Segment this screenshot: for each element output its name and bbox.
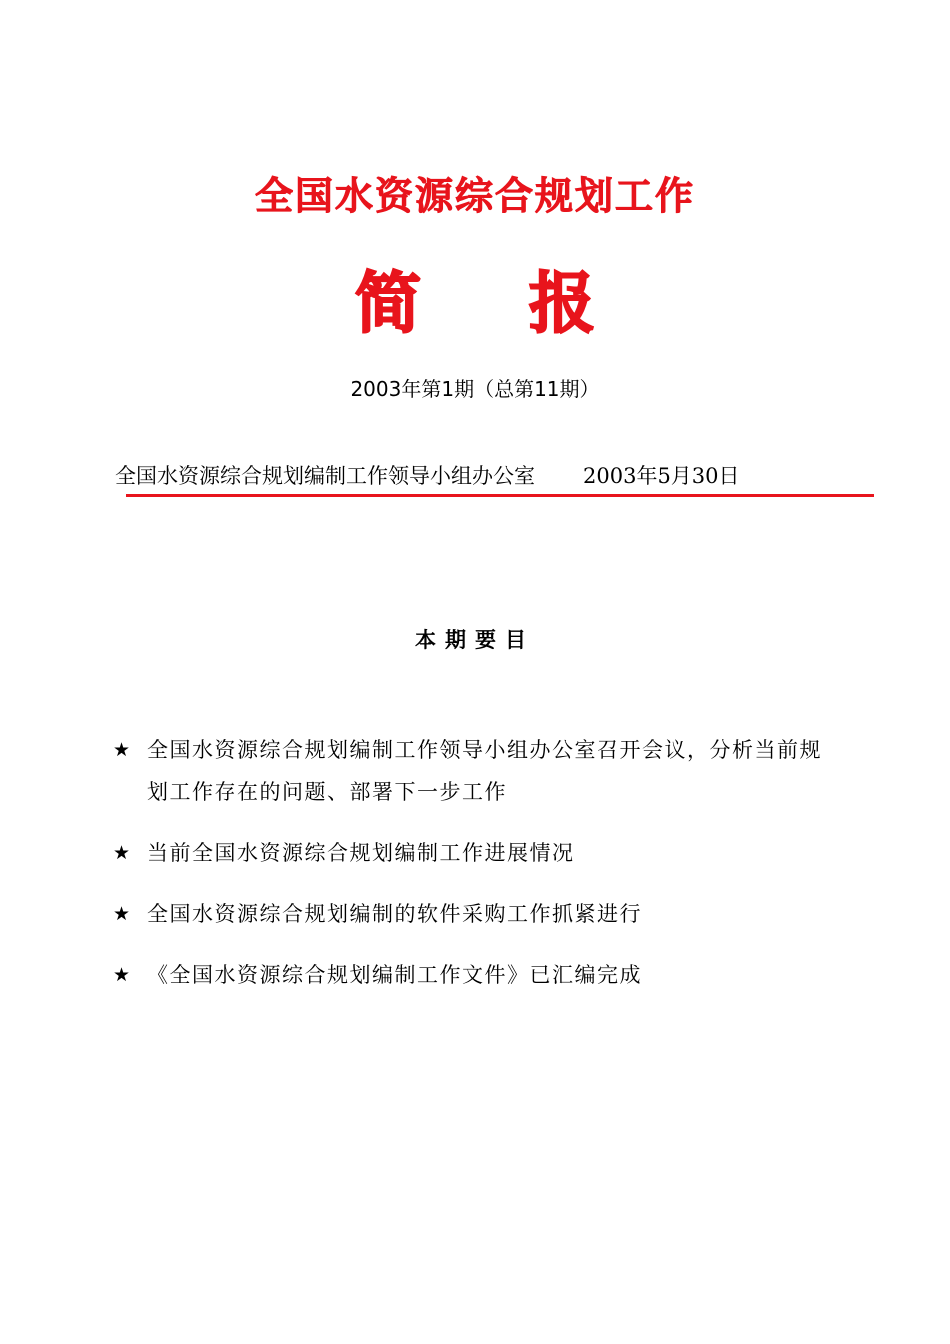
publisher-name: 全国水资源综合规划编制工作领导小组办公室 bbox=[115, 464, 535, 488]
contents-list bbox=[113, 729, 843, 1015]
contents-item-text: 全国水资源综合规划编制工作领导小组办公室召开会议，分析当前规划工作存在的问题、部署下一步工作 bbox=[147, 738, 822, 804]
masthead-subtitle-left: 简 bbox=[355, 265, 421, 342]
masthead-subtitle bbox=[0, 264, 950, 344]
star-bullet-icon: ★ bbox=[113, 964, 131, 986]
masthead-subtitle-right: 报 bbox=[529, 265, 595, 342]
contents-item-text: 全国水资源综合规划编制的软件采购工作抓紧进行 bbox=[147, 902, 642, 926]
contents-item-text: 当前全国水资源综合规划编制工作进展情况 bbox=[147, 841, 575, 865]
publisher-line bbox=[115, 460, 875, 492]
issue-number: 2003年第1期（总第11期） bbox=[350, 377, 600, 401]
star-bullet-icon: ★ bbox=[113, 739, 131, 761]
contents-item bbox=[113, 893, 843, 935]
red-divider-rule bbox=[126, 494, 874, 497]
contents-item bbox=[113, 832, 843, 874]
contents-item bbox=[113, 954, 843, 996]
star-bullet-icon: ★ bbox=[113, 903, 131, 925]
publication-date: 2003年5月30日 bbox=[583, 464, 740, 488]
contents-item bbox=[113, 729, 843, 813]
contents-item-text: 《全国水资源综合规划编制工作文件》已汇编完成 bbox=[147, 963, 642, 987]
masthead-title: 全国水资源综合规划工作 bbox=[254, 174, 695, 218]
contents-heading: 本期要目 bbox=[415, 628, 535, 652]
star-bullet-icon: ★ bbox=[113, 842, 131, 864]
